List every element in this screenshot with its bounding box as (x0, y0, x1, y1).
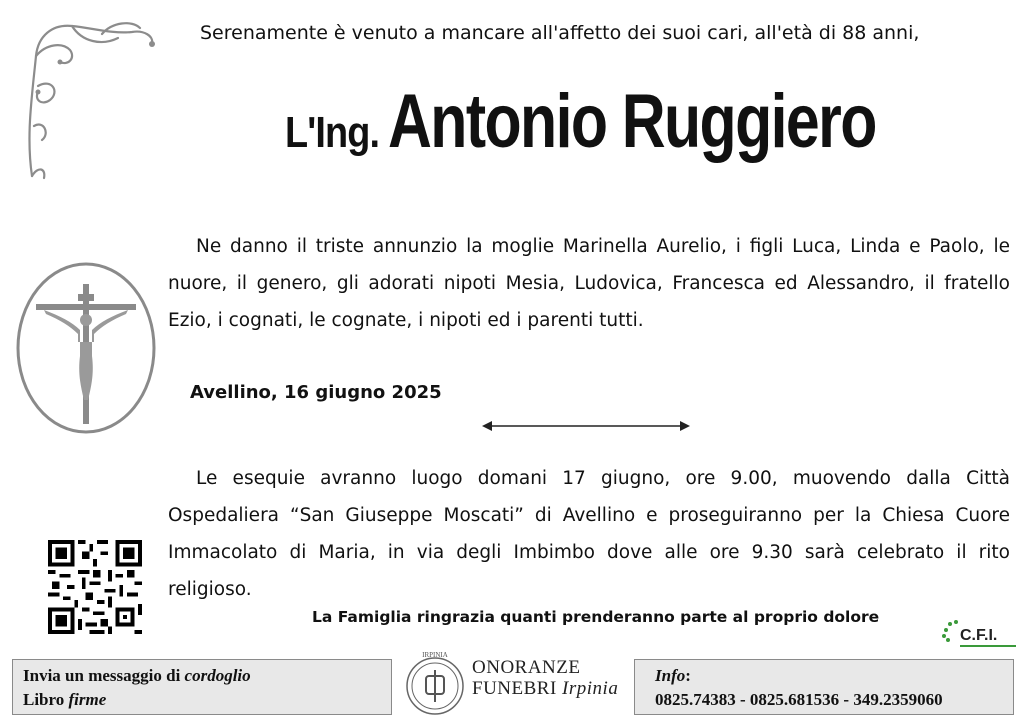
cfi-logo-text: C.F.I. (960, 627, 998, 644)
crucifix-icon (14, 260, 158, 436)
place-date: Avellino, 16 giugno 2025 (190, 382, 442, 403)
guestbook-prefix: Libro (23, 690, 65, 709)
name-title: L'Ing. (285, 108, 380, 157)
seal-text: IRPINIA (422, 651, 448, 659)
brand-line2-italic: Irpinia (562, 678, 619, 699)
info-label-line (655, 664, 993, 688)
funeral-home-name (472, 657, 618, 699)
guestbook-link[interactable] (23, 688, 381, 712)
funeral-home-seal-icon (404, 648, 466, 720)
name-main: Antonio Ruggiero (387, 79, 876, 164)
qr-code-icon[interactable] (48, 540, 142, 634)
announcement-paragraph (168, 228, 1010, 339)
info-box (634, 659, 1014, 715)
condolence-prefix: Invia un messaggio di (23, 666, 181, 685)
divider-arrow-icon (482, 418, 690, 434)
brand-line2-prefix: FUNEBRI (472, 678, 557, 699)
deceased-name (285, 78, 985, 165)
funeral-text: Le esequie avranno luogo domani 17 giugno, ore 9.00, muovendo dalla Città Ospedaliera “San Giuseppe Moscati” di Avellino e proseguiranno per la Chiesa Cuore Immacolato di Maria, in via degli Imbimbo dove alle ore 9.30 sarà celebrato il rito religioso. (168, 468, 1010, 600)
info-label: Info (655, 666, 686, 685)
brand-line1: ONORANZE (472, 657, 581, 678)
guestbook-italic: firme (68, 690, 107, 709)
condolence-italic: cordoglio (184, 666, 251, 685)
cfi-logo-icon (940, 618, 1018, 652)
corner-ornament-icon (22, 16, 162, 186)
announcement-text: Ne danno il triste annunzio la moglie Marinella Aurelio, i figli Luca, Linda e Paolo, le nuore, il genero, gli adorati nipoti Mesia, Ludovica, Francesca ed Alessandro, il fratello Ezio, i cognati, le cognate, i nipoti ed i parenti tutti. (168, 236, 1010, 331)
cfi-logo (940, 618, 1018, 652)
thanks-text: La Famiglia ringrazia quanti prenderanno parte al proprio dolore (312, 608, 880, 626)
condolence-box[interactable] (12, 659, 392, 715)
info-phones[interactable]: 0825.74383 - 0825.681536 - 349.2359060 (655, 690, 943, 709)
brand-line2 (472, 678, 618, 699)
funeral-paragraph (168, 460, 1010, 608)
condolence-link[interactable] (23, 664, 381, 688)
intro-text: Serenamente è venuto a mancare all'affetto dei suoi cari, all'età di 88 anni, (200, 22, 920, 44)
info-colon: : (685, 666, 691, 685)
